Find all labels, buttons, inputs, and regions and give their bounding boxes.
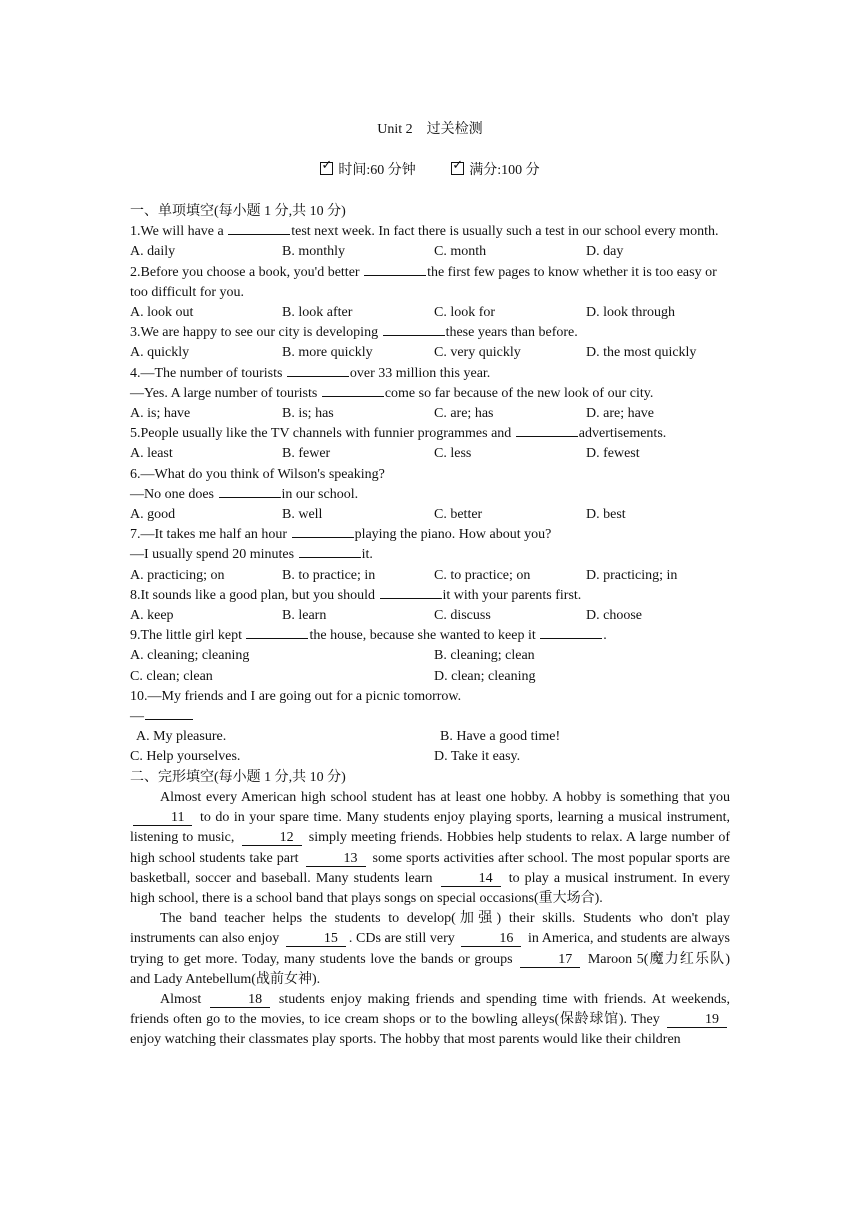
option-d: D. practicing; in [586, 567, 678, 583]
time-limit [320, 159, 415, 179]
question-10-options-row1 [130, 727, 730, 747]
full-score [451, 159, 539, 179]
option-a: A. least [130, 446, 173, 462]
question-9-options-row1 [130, 646, 730, 666]
option-a: A. cleaning; cleaning [130, 648, 250, 664]
option-a: A. quickly [130, 345, 190, 361]
option-c: C. clean; clean [130, 668, 213, 684]
option-b: B. cleaning; clean [434, 648, 535, 664]
question-2: 2.Before you choose a book, you'd better the first few pages to know whether it is too easy or too difficult for you. [130, 264, 717, 300]
answer-blank [364, 263, 426, 276]
option-c: C. are; has [434, 406, 494, 422]
question-4: 4.—The number of tourists over 33 million this year. [130, 365, 491, 381]
question-4-options [130, 404, 730, 424]
option-c: C. less [434, 446, 472, 462]
question-10-options-row2 [130, 747, 730, 767]
option-a: A. practicing; on [130, 567, 225, 583]
question-1: 1.We will have a test next week. In fact there is usually such a test in our school every month. [130, 224, 719, 240]
question-7: 7.—It takes me half an hour playing the piano. How about you? [130, 527, 552, 543]
option-a: A. good [130, 507, 176, 523]
answer-blank [322, 384, 384, 397]
section1-heading: 一、单项填空(每小题 1 分,共 10 分) [130, 204, 346, 219]
option-a: A. keep [130, 608, 174, 624]
option-d: D. the most quickly [586, 345, 697, 361]
blank-number: 11 [133, 810, 192, 826]
option-a: A. is; have [130, 406, 191, 422]
answer-blank [287, 364, 349, 377]
option-a: A. daily [130, 244, 176, 260]
question-5: 5.People usually like the TV channels with funnier programmes and advertisements. [130, 426, 667, 442]
option-a: A. look out [130, 305, 194, 321]
cloze-paragraph-3: Almost 18 students enjoy making friends and spending time with friends. At weekends, friends often go to the movies, to ice cream shops or to the bowling alleys(保龄球馆). They 19 enjoy watching their classmates play sports. The hobby that most parents would like their children [130, 991, 730, 1048]
option-b: B. monthly [282, 244, 346, 260]
answer-blank [292, 525, 354, 538]
score-text: 满分:100 分 [469, 163, 540, 178]
blank-number: 17 [520, 952, 580, 968]
option-d: D. fewest [586, 446, 640, 462]
answer-blank [540, 626, 602, 639]
answer-blank [383, 323, 445, 336]
question-8-options [130, 606, 730, 626]
answer-blank [219, 485, 281, 498]
answer-blank [145, 707, 193, 720]
answer-blank [516, 424, 578, 437]
question-7-reply: —I usually spend 20 minutes it. [130, 547, 373, 563]
blank-number: 13 [306, 851, 366, 867]
cloze-paragraph-1: Almost every American high school student has at least one hobby. A hobby is something that you 11 to do in your spare time. Many students enjoy playing sports, learning a musical instrument, listening to music, 12 simply meeting friends. Hobbies help students to relax. A large number of high school students take part 13 some sports activities after school. The most popular sports are basketball, soccer and baseball. Many students learn 14 to play a musical instrument. In every high school, there is a school band that plays songs on special occasions(重大场合). [130, 789, 731, 906]
option-b: B. well [282, 507, 323, 523]
option-a: A. My pleasure. [136, 729, 227, 745]
question-8: 8.It sounds like a good plan, but you should it with your parents first. [130, 587, 582, 603]
question-2-options [130, 303, 730, 323]
answer-blank [380, 586, 442, 599]
question-4-reply: —Yes. A large number of tourists come so far because of the new look of our city. [130, 385, 654, 401]
question-3: 3.We are happy to see our city is developing these years than before. [130, 325, 578, 341]
option-d: D. day [586, 244, 624, 260]
page-title: Unit 2 过关检测 [377, 122, 483, 137]
answer-blank [246, 626, 308, 639]
blank-number: 14 [441, 871, 501, 887]
checkbox-icon [451, 162, 464, 175]
option-d: D. clean; cleaning [434, 668, 536, 684]
question-10: 10.—My friends and I are going out for a picnic tomorrow. [130, 688, 462, 704]
option-b: B. fewer [282, 446, 331, 462]
option-c: C. discuss [434, 608, 491, 624]
option-b: B. learn [282, 608, 327, 624]
question-5-options [130, 444, 730, 464]
blank-number: 15 [286, 931, 346, 947]
content [130, 202, 730, 1051]
option-b: B. look after [282, 305, 353, 321]
time-text: 时间:60 分钟 [338, 163, 416, 178]
option-b: B. Have a good time! [440, 729, 561, 745]
option-b: B. more quickly [282, 345, 373, 361]
question-6: 6.—What do you think of Wilson's speaking? [130, 466, 385, 482]
option-d: D. are; have [586, 406, 655, 422]
option-b: B. is; has [282, 406, 334, 422]
answer-blank [228, 222, 290, 235]
question-9-options-row2 [130, 667, 730, 687]
question-9: 9.The little girl kept the house, because she wanted to keep it . [130, 628, 607, 644]
option-c: C. very quickly [434, 345, 521, 361]
question-10-reply: — [130, 707, 730, 727]
option-d: D. look through [586, 305, 676, 321]
option-c: C. to practice; on [434, 567, 531, 583]
checkbox-icon [320, 162, 333, 175]
option-c: C. look for [434, 305, 496, 321]
option-b: B. to practice; in [282, 567, 376, 583]
question-1-options [130, 242, 730, 262]
question-6-options [130, 505, 730, 525]
option-c: C. month [434, 244, 487, 260]
option-d: D. best [586, 507, 626, 523]
section2-heading: 二、完形填空(每小题 1 分,共 10 分) [130, 769, 346, 785]
cloze-paragraph-2: The band teacher helps the students to develop(加强) their skills. Students who don't play instruments can also enjoy 15 . CDs are still very 16 in America, and students are always trying to get more. Today, many students love the bands or groups 17 Maroon 5(魔力红乐队) and Lady Antebellum(战前女神). [130, 911, 730, 987]
option-c: C. better [434, 507, 483, 523]
question-7-options [130, 566, 730, 586]
option-c: C. Help yourselves. [130, 749, 241, 765]
option-d: D. Take it easy. [434, 749, 521, 765]
question-6-reply: —No one does in our school. [130, 486, 359, 502]
answer-blank [299, 545, 361, 558]
blank-number: 12 [242, 830, 302, 846]
option-d: D. choose [586, 608, 642, 624]
blank-number: 19 [667, 1012, 727, 1028]
question-3-options [130, 343, 730, 363]
blank-number: 16 [461, 931, 521, 947]
test-meta [0, 159, 860, 179]
blank-number: 18 [210, 992, 270, 1008]
